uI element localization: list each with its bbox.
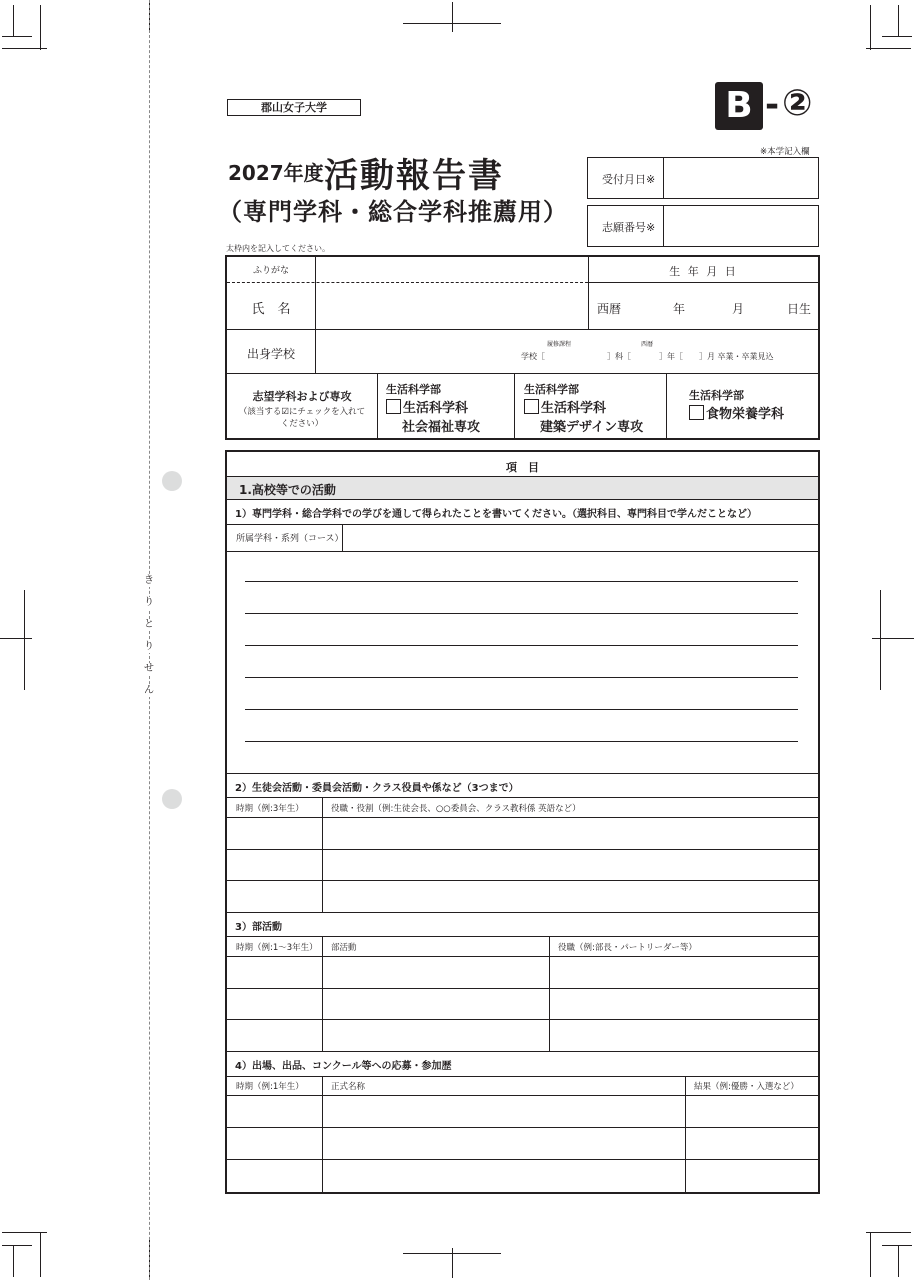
department-option-1[interactable]: 生活科学部 生活科学科 社会福祉専攻 xyxy=(386,383,481,435)
receipt-date-label: 受付月日※ xyxy=(602,173,656,186)
page-subtitle: （専門学科・総合学科推薦用） xyxy=(218,198,568,226)
application-number-box xyxy=(587,205,819,247)
course-note: 履修課程 xyxy=(547,341,572,348)
birth-day-unit: 日生 xyxy=(787,302,812,316)
writing-line xyxy=(245,581,798,582)
receipt-date-box xyxy=(587,157,819,199)
question-4: 4）出場、出品、コンクール等への応募・参加歴 xyxy=(235,1061,452,1072)
q2-role-header: 役職・役割（例:生徒会長、○○委員会、クラス教科係 英語など） xyxy=(331,804,581,814)
instruction-text: 太枠内を記入してください。 xyxy=(226,244,330,253)
furigana-field[interactable] xyxy=(316,257,587,282)
office-note: ※本学記入欄 xyxy=(760,147,810,157)
question-3: 3）部活動 xyxy=(235,922,282,933)
writing-line xyxy=(245,613,798,614)
checkbox[interactable] xyxy=(689,405,704,420)
affiliation-field[interactable] xyxy=(343,525,818,551)
question-1: 1）専門学科・総合学科での学びを通して得られたことを書いてください。（選択科目、専門科目で学んだことなど） xyxy=(235,509,757,520)
birth-label: 生 年 月 日 xyxy=(669,265,738,278)
checkbox[interactable] xyxy=(386,399,401,414)
title-year: 2027年度 xyxy=(228,161,324,185)
name-field[interactable] xyxy=(316,283,587,329)
birth-month-unit: 月 xyxy=(732,302,745,316)
birth-era: 西暦 xyxy=(597,302,622,316)
university-name: 郡山女子大学 xyxy=(227,99,361,116)
section1-title: 1.高校等での活動 xyxy=(239,483,336,497)
q4-result-header: 結果（例:優勝・入選など） xyxy=(694,1082,799,1092)
q3-club-header: 部活動 xyxy=(331,943,357,953)
school-label: 出身学校 xyxy=(246,347,295,361)
checkbox[interactable] xyxy=(524,399,539,414)
punch-hole xyxy=(162,471,182,491)
applicant-info-box xyxy=(225,255,820,440)
era-note: 西暦 xyxy=(641,341,654,348)
furigana-label: ふりがな xyxy=(252,266,289,276)
application-number-label: 志願番号※ xyxy=(602,221,656,234)
affiliation-label: 所属学科・系列（コース） xyxy=(236,534,344,544)
q2-period-header: 時期（例:3年生） xyxy=(236,804,304,814)
learning-text-area[interactable] xyxy=(227,552,818,773)
cut-line-char: き xyxy=(144,575,154,586)
items-header: 項 目 xyxy=(506,461,539,474)
cut-line-char: せ xyxy=(144,663,154,674)
punch-hole xyxy=(162,789,182,809)
q3-role-header: 役職（例:部長・パートリーダー等） xyxy=(558,943,697,953)
q3-period-header: 時期（例:1～3年生） xyxy=(236,943,318,953)
application-number-field[interactable] xyxy=(664,206,818,246)
form-code-dash: - xyxy=(765,85,780,125)
school-format-line: 学校［ ］科［ ］年［ ］月 卒業・卒業見込 xyxy=(521,352,774,361)
question-2: 2）生徒会活動・委員会活動・クラス役員や係など（3つまで） xyxy=(235,783,519,794)
writing-line xyxy=(245,741,798,742)
department-option-3[interactable]: 生活科学部 食物栄養学科 xyxy=(689,389,785,422)
department-note: （該当する☑にチェックを入れてください） xyxy=(238,407,366,429)
q4-name-header: 正式名称 xyxy=(331,1082,366,1092)
page-title: 活動報告書 xyxy=(324,156,504,196)
department-option-2[interactable]: 生活科学部 生活科学科 建築デザイン専攻 xyxy=(524,383,644,435)
cut-line-char: り xyxy=(144,597,154,608)
form-code-number: ② xyxy=(782,83,813,124)
cut-line xyxy=(149,0,150,1280)
cut-line-char: ん xyxy=(144,685,154,696)
form-code-letter: B xyxy=(715,82,763,130)
writing-line xyxy=(245,709,798,710)
receipt-date-field[interactable] xyxy=(664,158,818,198)
school-name-field[interactable] xyxy=(316,330,516,373)
name-label: 氏 名 xyxy=(251,302,291,317)
writing-line xyxy=(245,677,798,678)
department-label: 志望学科および専攻 xyxy=(252,390,352,403)
q4-period-header: 時期（例:1年生） xyxy=(236,1082,304,1092)
birth-year-unit: 年 xyxy=(673,302,686,316)
activities-box xyxy=(225,450,820,1194)
writing-line xyxy=(245,645,798,646)
cut-line-char: と xyxy=(144,619,154,630)
cut-line-char: り xyxy=(144,641,154,652)
